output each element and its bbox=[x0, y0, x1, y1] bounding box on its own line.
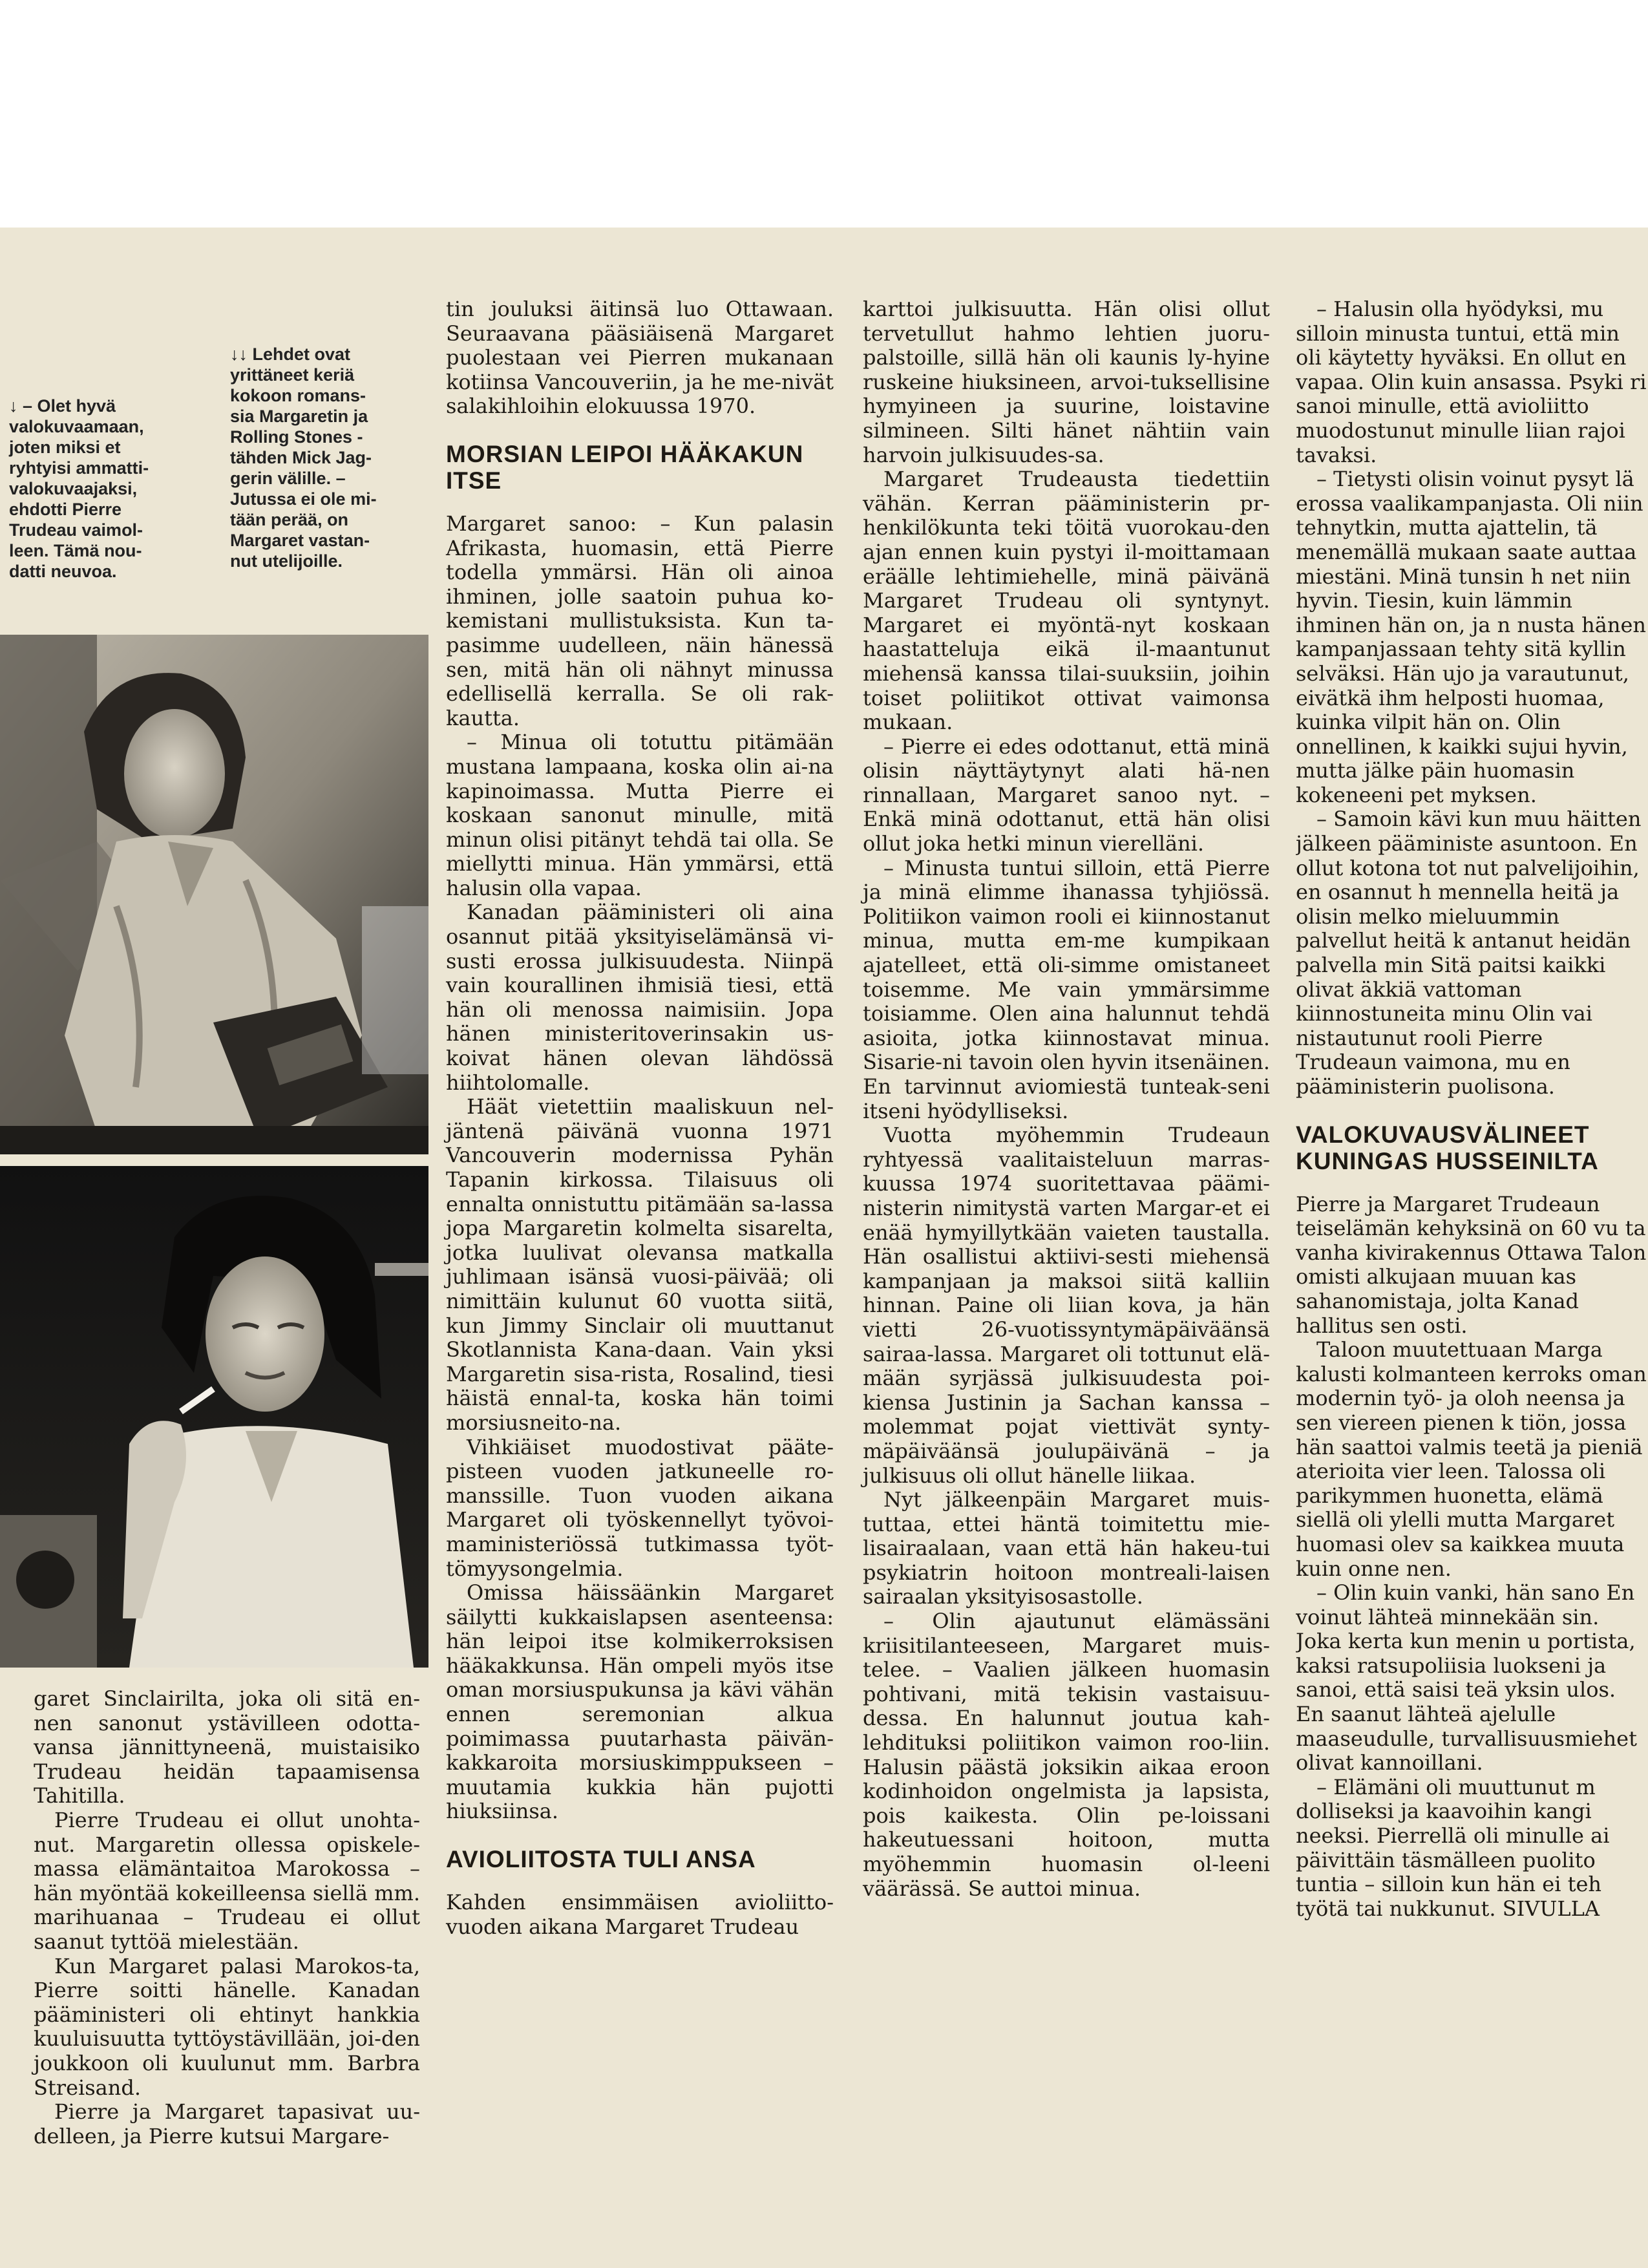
paragraph: Margaret Trudeausta tiedettiin vähän. Kerran pääministerin pr-henkilökunta teki töitä vuorokau-den ajan ennen kuin pystyi il-moittamaan eräälle lehtimiehelle, minä päivänä Margaret Trudeau oli syntynyt. Margaret ei myöntä-nyt koskaan haastatteluja eikä il-maantunut miehensä kanssa tilai-suuksiin, joihin toiset poliitikot ottivat vaimonsa mukaan. bbox=[863, 467, 1270, 735]
paragraph: karttoi julkisuutta. Hän olisi ollut tervetullut hahmo lehtien juoru-palstoille, sillä hän oli kaunis ly-hyine ruskeine hiuksineen, arvoi-tuksellisine hymyineen ja suurine, loistavine silmineen. Silti hänet nähtiin vain harvoin julkisuudes-sa. bbox=[863, 297, 1270, 467]
paragraph: – Minusta tuntui silloin, että Pierre ja minä elimme ihanassa tyhjiössä. Politiikon vaimon rooli ei kiinnostanut minua, mutta em-me kumpikaan ajatelleet, että oli-simme omistaneet toisemme. Me vain ymmärsimme toisiamme. Olen aina halunnut tehdä asioita, jotka kiinnostavat minua. Sisarie-ni tavoin olen hyvin itsenäinen. En tarvinnut aviomiestä tunteak-seni itseni hyödylliseksi. bbox=[863, 855, 1270, 1123]
paragraph: Häät vietettiin maaliskuun nel-jäntenä päivänä vuonna 1971 Vancouverin modernissa Pyhän Tapanin kirkossa. Tilaisuus oli ennalta onnistuttu pitämään sa-lassa jopa Margaretin kolmelta sisarelta, jotka luulivat olevansa matkalla juhlimaan isänsä vuosi-päivää; oli nimittäin kulunut 60 vuotta siitä, kun Jimmy Sinclair oli muuttanut Skotlannista Kana-daan. Vain yksi Margaretin sisa-rista, Rosalind, tiesi häistä ennal-ta, koska hän toimi morsiusneito-na. bbox=[446, 1094, 834, 1435]
section-heading-valokuvausvalineet: VALOKUVAUSVÄLINEET KUNINGAS HUSSEINILTA bbox=[1296, 1121, 1599, 1174]
column-3 bbox=[863, 297, 1270, 1901]
paragraph: Pierre Trudeau ei ollut unohta-nut. Margaretin ollessa opiskele-massa elämäntaitoa Marokossa – hän myöntää kokeilleensa siellä mm. marihuanaa – Trudeau ei ollut saanut tyttöä mielestään. bbox=[34, 1807, 420, 1954]
paragraph: Kahden ensimmäisen avioliitto-vuoden aikana Margaret Trudeau bbox=[446, 1890, 834, 1939]
column-1 bbox=[34, 1687, 420, 2148]
paragraph: Vihkiäiset muodostivat pääte-pisteen vuoden jatkuneelle ro-manssille. Tuon vuoden aikana Margaret oli työskennellyt työvoi-maministeriössä tutkimassa työt-tömyysongelmia. bbox=[446, 1434, 834, 1581]
paragraph: Kanadan pääministeri oli aina osannut pitää yksityiselämänsä vi-susti erossa julkisuudesta. Niinpä vain kourallinen ihmisiä tiesi, että hän oli menossa naimisiin. Jopa hänen ministeritoverinsakin us-koivat hänen olevan lähdössä hiihtolomalle. bbox=[446, 900, 834, 1095]
paragraph: tin jouluksi äitinsä luo Ottawaan. Seuraavana pääsiäisenä Margaret puolestaan vei Pierren mukanaan kotiinsa Vancouveriin, ja he me-nivät salakihloihin elokuussa 1970. bbox=[446, 297, 834, 419]
paragraph: – Halusin olla hyödyksi, mu silloin minusta tuntui, että min oli käytetty hyväksi. En ollut en vapaa. Olin kuin ansassa. Psyki ri sanoi minulle, että avioliitto muodostunut minulle liian rajoi tavaksi. bbox=[1296, 297, 1647, 467]
paragraph: – Tietysti olisin voinut pysyt lä erossa vaalikampanjasta. Oli niin tehnytkin, mutta ajattelin, tä menemällä mukaan saate auttaa miestäni. Minä tunsin h net niin hyvin. Tiesin, kuin lämmin ihminen hän on, ja n nusta hänen kampanjassaan tehty sitä kyllin selväksi. Hän ujo ja varautunut, eivätkä ihm helposti huomaa, kuinka vilpit hän on. Olin onnellinen, k kaikki sujui hyvin, mutta jälke päin huomasin kokeneeni pet myksen. bbox=[1296, 467, 1646, 807]
section-heading-avioliitto: AVIOLIITOSTA TULI ANSA bbox=[446, 1846, 756, 1873]
paragraph: – Minua oli totuttu pitämään mustana lampaana, koska olin ai-na kapinoimassa. Mutta Pierre ei koskaan sanonut minulle, mitä minun olisi pitänyt tehdä tai olla. Se miellytti minua. Hän ymmärsi, että halusin olla vapaa. bbox=[446, 730, 834, 900]
paragraph: Taloon muutettuaan Marga kalusti kolmanteen kerroks oman modernin työ- ja oloh neensa ja sen viereen pienen k tiön, jossa hän saattoi valmis teetä ja pieniä aterioita vier leen. Talossa oli parikymmen huonetta, elämä siellä oli ylelli mutta Margaret huomasi olev sa kaikkea muuta kuin onne nen. bbox=[1296, 1337, 1647, 1581]
section-heading-morsian: MORSIAN LEIPOI HÄÄKAKUN ITSE bbox=[446, 440, 804, 494]
paragraph: Omissa häissäänkin Margaret säilytti kukkaislapsen asenteensa: hän leipoi itse kolmikerroksisen hääkakkunsa. Hän ompeli myös itse oman morsiuspukunsa ja kävi vähän ennen seremonian alkua poimimassa puutarhasta päivän-kakkaroita morsiuskimppukseen – muutamia kukkia hän pujotti hiuksiinsa. bbox=[446, 1580, 834, 1824]
paragraph: – Samoin kävi kun muu häitten jälkeen pääministe asuntoon. En ollut kotona tot nut palvelijoihin, en osannut h mennella heitä ja olisin melko mieluummin palvellut heitä k antanut heidän palvella min Sitä paitsi kaikki olivat äkkiä vattoman kiinnostuneita minu Olin vai nistautunut rooli Pierre Trudeaun vaimona, mu en pääministerin puolisona. bbox=[1296, 807, 1642, 1099]
column-2 bbox=[446, 297, 834, 1939]
photo-mick-jagger bbox=[0, 1166, 428, 1668]
paragraph: garet Sinclairilta, joka oli sitä en-nen sanonut ystävilleen odotta-vansa jännittyneenä, muistaisiko Trudeau heidän tapaamisensa Tahitilla. bbox=[34, 1686, 420, 1808]
paragraph: Vuotta myöhemmin Trudeaun ryhtyessä vaalitaisteluun marras-kuussa 1974 suoritettavaa päämi-nisterin nimitystä varten Margar-et ei enää hymyillytkään vaieten taustalla. Hän osallistui aktiivi-sesti miehensä kampanjaan ja maksoi siitä kalliin hinnan. Paine oli liian kova, ja hän vietti 26-vuotissyntymäpäiväänsä sairaa-lassa. Margaret oli tottunut elä-mään syrjässä julkisuudesta poi-kiensa Justinin ja Sachan kanssa – molemmat pojat viettivät synty-mäpäiväänsä joulupäivänä – ja julkisuus oli ollut hänelle liikaa. bbox=[863, 1123, 1270, 1488]
column-4 bbox=[1296, 297, 1648, 2191]
photo-margaret-with-camera bbox=[0, 635, 428, 1154]
paragraph: – Elämäni oli muuttunut m dolliseksi ja kaavoihin kangi neeksi. Pierrellä oli minulle ai päivittäin täsmälleen puolito tuntia – silloin kun hän ei teh työtä tai nukkunut. SIVULLA bbox=[1296, 1774, 1610, 1921]
paragraph: – Pierre ei edes odottanut, että minä olisin näyttäytynyt alati hä-nen rinnallaan, Margaret sanoo nyt. – Enkä minä odottanut, että hän olisi ollut joka hetki minun vierelläni. bbox=[863, 734, 1270, 856]
paragraph: Nyt jälkeenpäin Margaret muis-tuttaa, ettei häntä toimitettu mie-lisairaalaan, vaan että hän hakeu-tui psykiatrin hoitoon montreali-laisen sairaalan yksityisosastolle. bbox=[863, 1487, 1270, 1609]
paragraph: Pierre ja Margaret Trudeaun teiselämän kehyksinä on 60 vu ta vanha kivirakennus Ottawa Talon omisti alkujaan muuan kas sahanomistaja, jolta Kanad hallitus sen osti. bbox=[1296, 1191, 1647, 1338]
caption-photo-bottom: ↓↓ Lehdet ovat yrittäneet keriä kokoon romans- sia Margaretin ja Rolling Stones - tähden Mick Jag- gerin välille. – Jutussa ei ole mi- tään perää, on Margaret vastan- nut utelijoille. bbox=[230, 344, 377, 571]
paragraph: Margaret sanoo: – Kun palasin Afrikasta, huomasin, että Pierre todella ymmärsi. Hän oli ainoa ihminen, jolle saatoin puhua ko-kemistani mullistuksista. Kun ta-pasimme uudelleen, näin hänessä sen, mitä hän oli nähnyt minussa edellisellä kerralla. Se oli rak-kautta. bbox=[446, 511, 834, 730]
paragraph: – Olin ajautunut elämässäni kriisitilanteeseen, Margaret muis-telee. – Vaalien jälkeen huomasin pohtivani, mitä tekisin vastaisuu-dessa. En halunnut joutua kah-lehdituksi poliitikon vaimon roo-liin. Halusin päästä joksikin aikaa eroon kodinhoidon ongelmista ja lapsista, pois kaikesta. Olin pe-loissani hakeutuessani hoitoon, mutta myöhemmin huomasin ol-leeni väärässä. Se auttoi minua. bbox=[863, 1609, 1270, 1901]
paragraph: – Olin kuin vanki, hän sano En voinut lähteä minnekään sin. Joka kerta kun menin u portista, kaksi ratsupoliisia luokseni ja sanoi, että saisi teä yksin ulos. En saanut lähteä ajelulle maaseudulle, turvallisuusmiehet olivat kannoillani. bbox=[1296, 1580, 1637, 1775]
paragraph: Pierre ja Margaret tapasivat uu-delleen, ja Pierre kutsui Margare- bbox=[34, 2099, 420, 2148]
caption-photo-top: ↓ – Olet hyvä valokuvaamaan, joten miksi et ryhtyisi ammatti- valokuvaajaksi, ehdotti Pierre Trudeau vaimol- leen. Tämä nou- datti neuvoa. bbox=[9, 396, 149, 581]
paragraph: Kun Margaret palasi Marokos-ta, Pierre soitti hänelle. Kanadan pääministeri oli ehtinyt hankkia kuuluisuutta tyttöystävillään, joi-den joukkoon oli kuulunut mm. Barbra Streisand. bbox=[34, 1953, 420, 2100]
